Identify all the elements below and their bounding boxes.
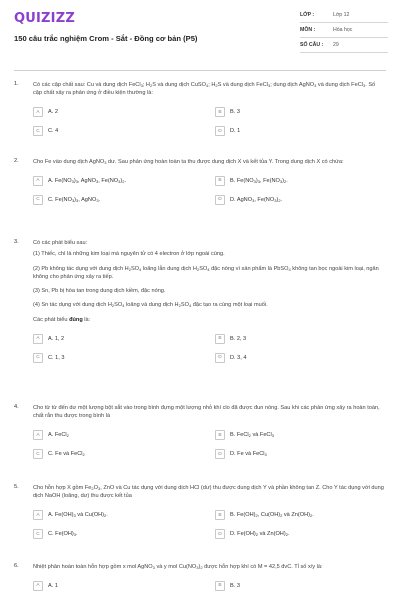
answer-label: D. 1 — [230, 128, 241, 135]
answer-option-b[interactable] — [215, 333, 385, 344]
question-body — [33, 158, 385, 205]
answer-option-c[interactable] — [33, 194, 215, 205]
worksheet-title: 150 câu trắc nghiệm Crom - Sắt - Đồng cơ bản (P5) — [14, 34, 198, 43]
question-3 — [14, 239, 390, 363]
meta-row-subject — [300, 23, 388, 38]
question-number: 2. — [14, 158, 19, 164]
question-statement: Các phát biểu đúng là: — [33, 316, 91, 323]
answer-label: C. 1, 3 — [48, 354, 65, 361]
answer-checkbox[interactable]: A — [33, 430, 43, 440]
question-body — [33, 239, 385, 363]
answer-option-d[interactable] — [215, 194, 385, 205]
answer-label: C. $Fe(NO_3)_3$, AgNO$_3$. — [48, 196, 101, 203]
question-number: 1. — [14, 81, 19, 87]
answer-option-d[interactable] — [215, 126, 385, 137]
quizizz-logo: QUIZIZZ — [14, 11, 75, 26]
answer-option-b[interactable] — [215, 580, 385, 591]
question-statement: (4) Sn tác dụng với dung dịch $H_2SO_4$ loãng và dung dịch $H_2SO_4$ đặc tạo ra cùng một loại muối. — [33, 302, 268, 309]
answer-options — [33, 333, 385, 363]
answer-label: A. 1, 2 — [48, 335, 65, 342]
answer-options — [33, 175, 385, 205]
answer-checkbox[interactable]: B — [215, 430, 225, 440]
answer-checkbox[interactable]: A — [33, 334, 43, 344]
answer-checkbox[interactable]: B — [215, 334, 225, 344]
answer-checkbox[interactable]: B — [215, 510, 225, 520]
question-text: Nhiệt phân hoàn toàn hỗn hợp gồm x mol AgNO$_3$ và y mol $Cu(NO_3)_2$ được hỗn hợp khí có M = 42,5 đvC. Tỉ số x/y là: — [33, 564, 323, 570]
answer-option-b[interactable] — [215, 510, 385, 521]
answer-option-d[interactable] — [215, 449, 385, 460]
answer-checkbox[interactable]: A — [33, 176, 43, 186]
answer-label: C. $Fe(OH)_3$. — [48, 531, 78, 538]
answer-checkbox[interactable]: C — [33, 529, 43, 539]
answer-option-d[interactable] — [215, 529, 385, 540]
header-divider — [14, 70, 386, 71]
answer-option-b[interactable] — [215, 430, 385, 441]
question-1 — [14, 81, 390, 137]
answer-checkbox[interactable]: C — [33, 195, 43, 205]
answer-checkbox[interactable]: D — [215, 449, 225, 459]
question-text: Cho hỗn hợp X gồm $Fe_2O_3$, ZnO và Cu tác dụng với dung dịch HCl (dư) thu được dung dịch Y và phần không tan Z. Cho Y tác dụng với dung dịch NaOH (loãng, dư) thu được kết tủa — [33, 485, 384, 500]
question-statement: (1) Thiếc, chì là những kim loại mà nguyên tử có 4 electron ở lớp ngoài cùng. — [33, 251, 225, 258]
answer-label: C. 4 — [48, 128, 59, 135]
answer-checkbox[interactable]: B — [215, 581, 225, 591]
answer-label: B. $Fe(NO_3)_3$, $Fe(NO_3)_2$. — [230, 177, 288, 184]
answer-label: D. AgNO$_3$, $Fe(NO_3)_2$. — [230, 196, 283, 203]
meta-value: Lớp 12 — [333, 12, 350, 18]
worksheet-header — [0, 0, 400, 68]
answer-option-b[interactable] — [215, 175, 385, 186]
answer-label: D. Fe và FeCl$_3$ — [230, 451, 267, 458]
question-number: 6. — [14, 563, 19, 569]
meta-row-class — [300, 8, 388, 23]
answer-label: C. Fe và FeCl$_2$ — [48, 451, 85, 458]
meta-value: Hóa học — [333, 27, 353, 33]
meta-key: MÔN : — [300, 27, 316, 33]
answer-option-c[interactable] — [33, 449, 215, 460]
meta-key: SỐ CÂU : — [300, 42, 324, 48]
answer-options — [33, 430, 385, 460]
answer-option-a[interactable] — [33, 510, 215, 521]
question-text: Cho Fe vào dung dịch AgNO$_3$ dư. Sau phản ứng hoàn toàn ta thu được dung dịch X và kết tủa Y. Trong dung dịch X có chứa: — [33, 159, 344, 165]
question-body — [33, 404, 385, 460]
answer-label: D. 3, 4 — [230, 354, 247, 361]
answer-checkbox[interactable]: C — [33, 449, 43, 459]
answer-option-a[interactable] — [33, 107, 215, 118]
answer-option-c[interactable] — [33, 529, 215, 540]
meta-value: 29 — [333, 42, 339, 48]
question-6 — [14, 563, 390, 591]
answer-option-a[interactable] — [33, 175, 215, 186]
answer-label: B. $Fe(OH)_2$, $Cu(OH)_2$ và $Zn(OH)_2$. — [230, 512, 314, 519]
answer-checkbox[interactable]: A — [33, 107, 43, 117]
answer-checkbox[interactable]: C — [33, 126, 43, 136]
question-5 — [14, 484, 390, 540]
answer-checkbox[interactable]: A — [33, 510, 43, 520]
answer-label: A. 2 — [48, 109, 58, 116]
answer-option-d[interactable] — [215, 352, 385, 363]
answer-label: A. FeCl$_2$ — [48, 432, 69, 439]
answer-label: B. 3 — [230, 582, 240, 589]
answer-option-a[interactable] — [33, 333, 215, 344]
question-number: 3. — [14, 239, 19, 245]
answer-options — [33, 107, 385, 137]
answer-label: B. FeCl$_2$ và FeCl$_3$ — [230, 432, 274, 439]
answer-label: D. $Fe(OH)_2$ và $Zn(OH)_2$. — [230, 531, 290, 538]
question-body — [33, 81, 385, 137]
question-2 — [14, 158, 390, 205]
question-text: Có các cặp chất sau: Cu và dung dịch FeCl$_3$; $H_2S$ và dung dịch CuSO$_4$; $H_2S$ và dung dịch FeCl$_3$; dung dịch AgNO$_3$ và dung dịch FeCl$_3$. Số cặp chất xảy ra phản ứng ở điều kiện thường là: — [33, 82, 376, 97]
question-text: Cho từ từ đến dư một lượng bột sắt vào trong bình đựng một lượng nhỏ khí clo đã được đun nóng. Sau khi các phản ứng xảy ra hoàn toàn, chất rắn thu được trong bình là — [33, 405, 380, 420]
question-statement: (3) Sn, Pb bị hòa tan trong dung dịch kiềm, đặc nóng. — [33, 288, 166, 295]
question-body — [33, 484, 385, 540]
answer-checkbox[interactable]: A — [33, 581, 43, 591]
answer-option-a[interactable] — [33, 580, 215, 591]
answer-checkbox[interactable]: C — [33, 353, 43, 363]
answer-checkbox[interactable]: D — [215, 529, 225, 539]
question-body — [33, 563, 385, 591]
question-text: Có các phát biểu sau: — [33, 240, 88, 246]
answer-options — [33, 510, 385, 540]
question-number: 4. — [14, 404, 19, 410]
answer-label: A. $Fe(NO_3)_3$, AgNO$_3$, $Fe(NO_3)_2$. — [48, 177, 127, 184]
answer-checkbox[interactable]: B — [215, 176, 225, 186]
meta-key: LỚP : — [300, 12, 315, 18]
answer-options — [33, 580, 385, 591]
answer-option-b[interactable] — [215, 107, 385, 118]
answer-label: B. 3 — [230, 109, 240, 116]
question-statement: (2) Pb không tác dụng với dung dịch $H_2SO_4$ loãng lẫn dung dịch $H_2SO_4$ đặc nóng vì sản phẩm là PbSO$_4$ không tan bọc ngoài kim loại, ngăn không cho phản ứng xảy ra tiếp. — [33, 265, 379, 280]
answer-option-a[interactable] — [33, 430, 215, 441]
answer-label: A. 1 — [48, 582, 58, 589]
worksheet-meta — [300, 8, 388, 53]
answer-option-c[interactable] — [33, 126, 215, 137]
answer-checkbox[interactable]: D — [215, 353, 225, 363]
answer-label: B. 2, 3 — [230, 335, 247, 342]
answer-checkbox[interactable]: B — [215, 107, 225, 117]
question-4 — [14, 404, 390, 460]
answer-label: A. $Fe(OH)_3$ và $Cu(OH)_2$. — [48, 512, 108, 519]
answer-checkbox[interactable]: D — [215, 126, 225, 136]
question-number: 5. — [14, 484, 19, 490]
meta-row-count — [300, 38, 388, 53]
answer-option-c[interactable] — [33, 352, 215, 363]
answer-checkbox[interactable]: D — [215, 195, 225, 205]
